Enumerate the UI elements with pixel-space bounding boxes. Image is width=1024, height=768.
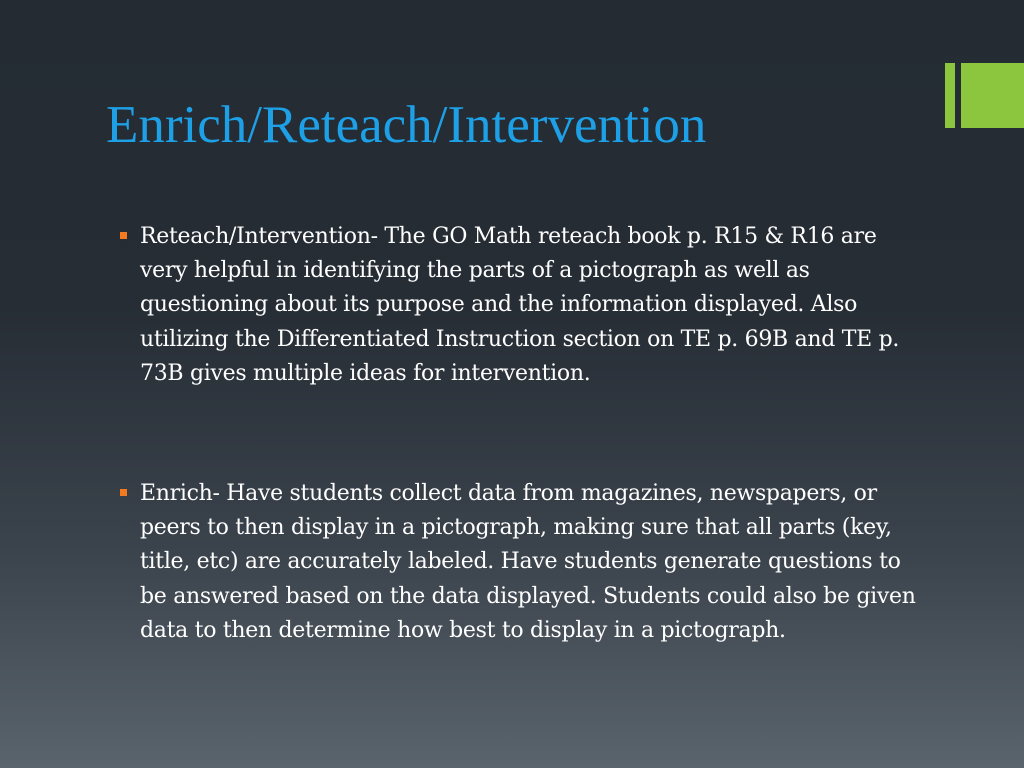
bullet-item-enrich bbox=[120, 477, 920, 648]
slide-title: Enrich/Reteach/Intervention bbox=[106, 96, 707, 154]
square-bullet-icon bbox=[120, 489, 127, 496]
bullet-text: Reteach/Intervention- The GO Math reteach book p. R15 & R16 are very helpful in identifying the parts of a pictograph as well as questioning about its purpose and the information displayed. Also utilizing the Differentiated Instruction section on TE p. 69B and TE p. 73B gives multiple ideas for intervention. bbox=[140, 224, 900, 386]
bullet-item-reteach bbox=[120, 220, 920, 391]
bullet-text: Enrich- Have students collect data from magazines, newspapers, or peers to then display in a pictograph, making sure that all parts (key, title, etc) are accurately labeled. Have students generate questions to be answered based on the data displayed. Students could also be given data to then determine how best to display in a pictograph. bbox=[140, 481, 916, 643]
bullet-list bbox=[120, 220, 920, 648]
corner-accent-decoration bbox=[945, 63, 1024, 128]
accent-block-bar bbox=[961, 63, 1024, 128]
square-bullet-icon bbox=[120, 232, 127, 239]
accent-thin-bar bbox=[945, 63, 955, 128]
